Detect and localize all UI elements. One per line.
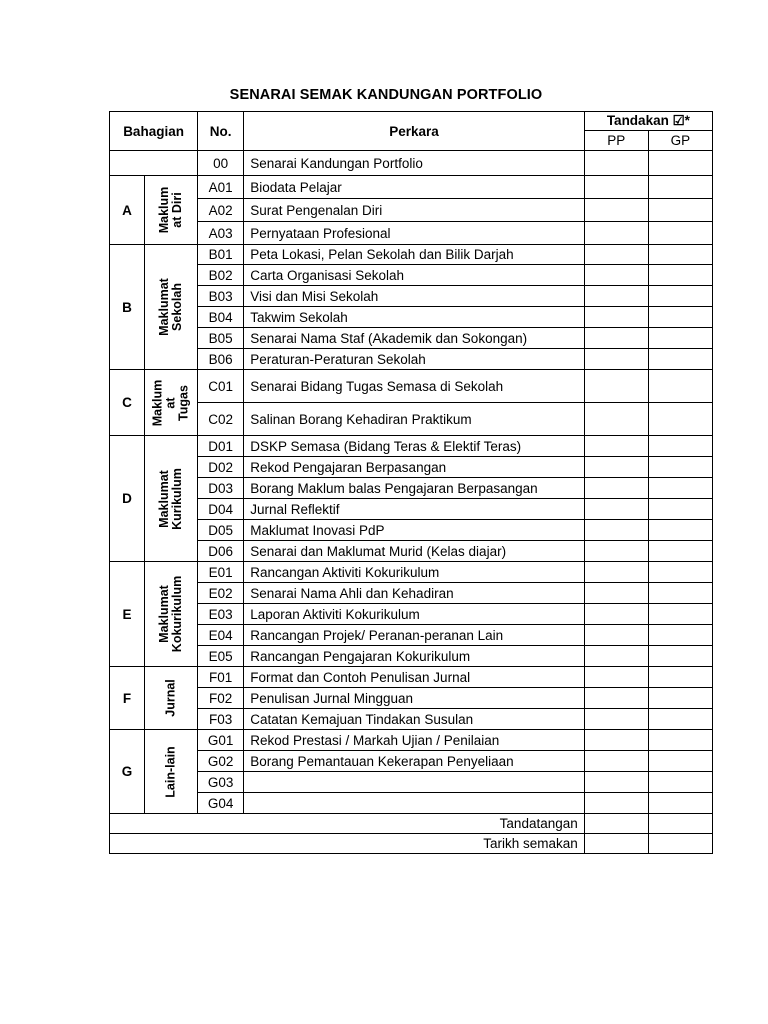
table-row [110, 478, 713, 499]
item-number: F02 [198, 688, 244, 709]
item-description [244, 772, 585, 793]
gp-checkbox-cell[interactable] [648, 245, 712, 265]
gp-checkbox-cell[interactable] [648, 176, 712, 199]
table-row [110, 199, 713, 222]
table-row [110, 176, 713, 199]
section-label [145, 176, 198, 245]
pp-checkbox-cell[interactable] [584, 328, 648, 349]
pp-checkbox-cell[interactable] [584, 265, 648, 286]
table-row [110, 562, 713, 583]
section-label-line: Maklum [157, 186, 172, 234]
item-number: B02 [198, 265, 244, 286]
table-row [110, 730, 713, 751]
item-description: Peta Lokasi, Pelan Sekolah dan Bilik Darjah [244, 245, 585, 265]
section-label-line: Sekolah [170, 283, 185, 331]
item-description: Catatan Kemajuan Tindakan Susulan [244, 709, 585, 730]
gp-date-cell[interactable] [648, 834, 712, 854]
table-row [110, 541, 713, 562]
gp-checkbox-cell[interactable] [648, 709, 712, 730]
pp-signature-cell[interactable] [584, 814, 648, 834]
intro-item: Senarai Kandungan Portfolio [244, 151, 585, 176]
section-label-line: Lain-lain [163, 745, 178, 798]
pp-checkbox-cell[interactable] [584, 499, 648, 520]
pp-checkbox-cell[interactable] [584, 307, 648, 328]
pp-checkbox-cell[interactable] [584, 436, 648, 457]
section-label-text [152, 379, 191, 426]
section-label-line: Jurnal [163, 679, 178, 717]
item-description: Borang Maklum balas Pengajaran Berpasangan [244, 478, 585, 499]
table-row [110, 349, 713, 370]
checklist-table [109, 111, 713, 854]
pp-checkbox-cell[interactable] [584, 370, 648, 403]
item-number: B04 [198, 307, 244, 328]
section-label-line: Maklumat [157, 469, 172, 528]
item-number: D06 [198, 541, 244, 562]
item-description: Borang Pemantauan Kekerapan Penyeliaan [244, 751, 585, 772]
item-description: Maklumat Inovasi PdP [244, 520, 585, 541]
section-label-line: Maklum [150, 379, 165, 426]
item-number: B01 [198, 245, 244, 265]
pp-checkbox-cell[interactable] [584, 709, 648, 730]
blank-cell [110, 151, 198, 176]
section-letter: E [110, 562, 145, 667]
item-number: D03 [198, 478, 244, 499]
section-label-text [158, 187, 184, 234]
pp-checkbox-cell[interactable] [584, 286, 648, 307]
item-description: Carta Organisasi Sekolah [244, 265, 585, 286]
table-row [110, 772, 713, 793]
item-number: E04 [198, 625, 244, 646]
gp-checkbox-cell[interactable] [648, 625, 712, 646]
header-no: No. [198, 112, 244, 151]
date-label: Tarikh semakan [110, 834, 585, 854]
gp-checkbox-cell[interactable] [648, 730, 712, 751]
item-description: Peraturan-Peraturan Sekolah [244, 349, 585, 370]
pp-checkbox-cell[interactable] [584, 541, 648, 562]
pp-checkbox-cell[interactable] [584, 562, 648, 583]
item-description: Rekod Pengajaran Berpasangan [244, 457, 585, 478]
item-number: F01 [198, 667, 244, 688]
gp-checkbox-cell[interactable] [648, 793, 712, 814]
item-number: E03 [198, 604, 244, 625]
gp-checkbox-cell[interactable] [648, 436, 712, 457]
section-label-line: Maklumat [157, 585, 172, 643]
item-number: A01 [198, 176, 244, 199]
section-label [145, 370, 198, 436]
gp-checkbox-cell[interactable] [648, 499, 712, 520]
section-label-line: Kokurikulum [170, 575, 185, 653]
table-row [110, 583, 713, 604]
section-label [145, 562, 198, 667]
item-description: Pernyataan Profesional [244, 222, 585, 245]
table-row [110, 751, 713, 772]
item-description: Jurnal Reflektif [244, 499, 585, 520]
table-row [110, 286, 713, 307]
pp-checkbox-cell[interactable] [584, 151, 648, 176]
section-letter: A [110, 176, 145, 245]
pp-checkbox-cell[interactable] [584, 772, 648, 793]
gp-checkbox-cell[interactable] [648, 370, 712, 403]
gp-checkbox-cell[interactable] [648, 457, 712, 478]
table-row [110, 667, 713, 688]
item-description: Rancangan Projek/ Peranan-peranan Lain [244, 625, 585, 646]
gp-checkbox-cell[interactable] [648, 328, 712, 349]
section-letter: F [110, 667, 145, 730]
section-label-text [158, 576, 184, 652]
table-row [110, 499, 713, 520]
item-description: Rekod Prestasi / Markah Ujian / Penilaian [244, 730, 585, 751]
table-row [110, 307, 713, 328]
section-label-line: at [163, 396, 178, 409]
gp-checkbox-cell[interactable] [648, 688, 712, 709]
gp-checkbox-cell[interactable] [648, 520, 712, 541]
item-number: C01 [198, 370, 244, 403]
table-row [110, 222, 713, 245]
item-description: Format dan Contoh Penulisan Jurnal [244, 667, 585, 688]
gp-checkbox-cell[interactable] [648, 151, 712, 176]
section-label-text [165, 679, 178, 717]
item-description: Visi dan Misi Sekolah [244, 286, 585, 307]
intro-no: 00 [198, 151, 244, 176]
pp-checkbox-cell[interactable] [584, 520, 648, 541]
item-number: A02 [198, 199, 244, 222]
gp-checkbox-cell[interactable] [648, 646, 712, 667]
pp-checkbox-cell[interactable] [584, 625, 648, 646]
item-description: Laporan Aktiviti Kokurikulum [244, 604, 585, 625]
section-label-line: Maklumat [157, 278, 172, 336]
footer-row [110, 814, 713, 834]
table-row [110, 688, 713, 709]
item-number: D04 [198, 499, 244, 520]
section-label [145, 730, 198, 814]
table-row [110, 520, 713, 541]
section-label-line: Tugas [176, 384, 191, 421]
gp-checkbox-cell[interactable] [648, 583, 712, 604]
section-label-line: at Diri [170, 192, 185, 228]
table-row [110, 245, 713, 265]
gp-checkbox-cell[interactable] [648, 772, 712, 793]
table-row [110, 625, 713, 646]
pp-checkbox-cell[interactable] [584, 349, 648, 370]
item-description: Salinan Borang Kehadiran Praktikum [244, 403, 585, 436]
gp-checkbox-cell[interactable] [648, 403, 712, 436]
item-number: A03 [198, 222, 244, 245]
pp-checkbox-cell[interactable] [584, 478, 648, 499]
item-description: Senarai dan Maklumat Murid (Kelas diajar) [244, 541, 585, 562]
gp-checkbox-cell[interactable] [648, 478, 712, 499]
item-number: G02 [198, 751, 244, 772]
pp-checkbox-cell[interactable] [584, 793, 648, 814]
item-number: B05 [198, 328, 244, 349]
gp-checkbox-cell[interactable] [648, 307, 712, 328]
pp-checkbox-cell[interactable] [584, 730, 648, 751]
pp-checkbox-cell[interactable] [584, 646, 648, 667]
gp-checkbox-cell[interactable] [648, 286, 712, 307]
item-description: Senarai Nama Staf (Akademik dan Sokongan) [244, 328, 585, 349]
table-row [110, 403, 713, 436]
gp-signature-cell[interactable] [648, 814, 712, 834]
section-label [145, 436, 198, 562]
item-description: Surat Pengenalan Diri [244, 199, 585, 222]
pp-checkbox-cell[interactable] [584, 751, 648, 772]
pp-checkbox-cell[interactable] [584, 199, 648, 222]
item-description: Biodata Pelajar [244, 176, 585, 199]
footer-row [110, 834, 713, 854]
table-row [110, 457, 713, 478]
section-letter: B [110, 245, 145, 370]
table-row [110, 604, 713, 625]
item-number: E02 [198, 583, 244, 604]
section-label-text [158, 278, 184, 336]
pp-checkbox-cell[interactable] [584, 457, 648, 478]
table-row [110, 709, 713, 730]
gp-checkbox-cell[interactable] [648, 562, 712, 583]
pp-checkbox-cell[interactable] [584, 403, 648, 436]
section-letter: D [110, 436, 145, 562]
item-number: C02 [198, 403, 244, 436]
item-description: Senarai Nama Ahli dan Kehadiran [244, 583, 585, 604]
item-description: Penulisan Jurnal Mingguan [244, 688, 585, 709]
pp-checkbox-cell[interactable] [584, 583, 648, 604]
pp-checkbox-cell[interactable] [584, 222, 648, 245]
item-description: Rancangan Aktiviti Kokurikulum [244, 562, 585, 583]
item-number: E01 [198, 562, 244, 583]
pp-checkbox-cell[interactable] [584, 688, 648, 709]
gp-checkbox-cell[interactable] [648, 667, 712, 688]
item-number: E05 [198, 646, 244, 667]
header-pp: PP [584, 131, 648, 151]
section-label-text [158, 468, 184, 530]
table-row [110, 646, 713, 667]
gp-checkbox-cell[interactable] [648, 265, 712, 286]
table-row [110, 370, 713, 403]
item-number: G04 [198, 793, 244, 814]
gp-checkbox-cell[interactable] [648, 222, 712, 245]
pp-checkbox-cell[interactable] [584, 245, 648, 265]
section-label [145, 667, 198, 730]
header-bahagian: Bahagian [110, 112, 198, 151]
table-row [110, 436, 713, 457]
document-title: SENARAI SEMAK KANDUNGAN PORTFOLIO [229, 87, 543, 103]
section-letter: G [110, 730, 145, 814]
item-description: DSKP Semasa (Bidang Teras & Elektif Teras) [244, 436, 585, 457]
item-number: D05 [198, 520, 244, 541]
pp-checkbox-cell[interactable] [584, 604, 648, 625]
section-label-text [165, 746, 178, 797]
item-number: B06 [198, 349, 244, 370]
item-number: B03 [198, 286, 244, 307]
section-label-line: Kurikulum [170, 467, 185, 530]
header-gp: GP [648, 131, 712, 151]
pp-checkbox-cell[interactable] [584, 176, 648, 199]
item-number: F03 [198, 709, 244, 730]
gp-checkbox-cell[interactable] [648, 541, 712, 562]
pp-checkbox-cell[interactable] [584, 667, 648, 688]
section-letter: C [110, 370, 145, 436]
item-description: Rancangan Pengajaran Kokurikulum [244, 646, 585, 667]
table-row [110, 265, 713, 286]
item-number: D01 [198, 436, 244, 457]
gp-checkbox-cell[interactable] [648, 604, 712, 625]
item-number: G01 [198, 730, 244, 751]
section-label [145, 245, 198, 370]
gp-checkbox-cell[interactable] [648, 199, 712, 222]
table-row [110, 793, 713, 814]
header-perkara: Perkara [244, 112, 585, 151]
item-number: D02 [198, 457, 244, 478]
header-tandakan: Tandakan ☑* [584, 112, 712, 131]
item-description: Takwim Sekolah [244, 307, 585, 328]
signature-label: Tandatangan [110, 814, 585, 834]
item-description: Senarai Bidang Tugas Semasa di Sekolah [244, 370, 585, 403]
item-description [244, 793, 585, 814]
gp-checkbox-cell[interactable] [648, 751, 712, 772]
gp-checkbox-cell[interactable] [648, 349, 712, 370]
table-row [110, 328, 713, 349]
item-number: G03 [198, 772, 244, 793]
pp-date-cell[interactable] [584, 834, 648, 854]
